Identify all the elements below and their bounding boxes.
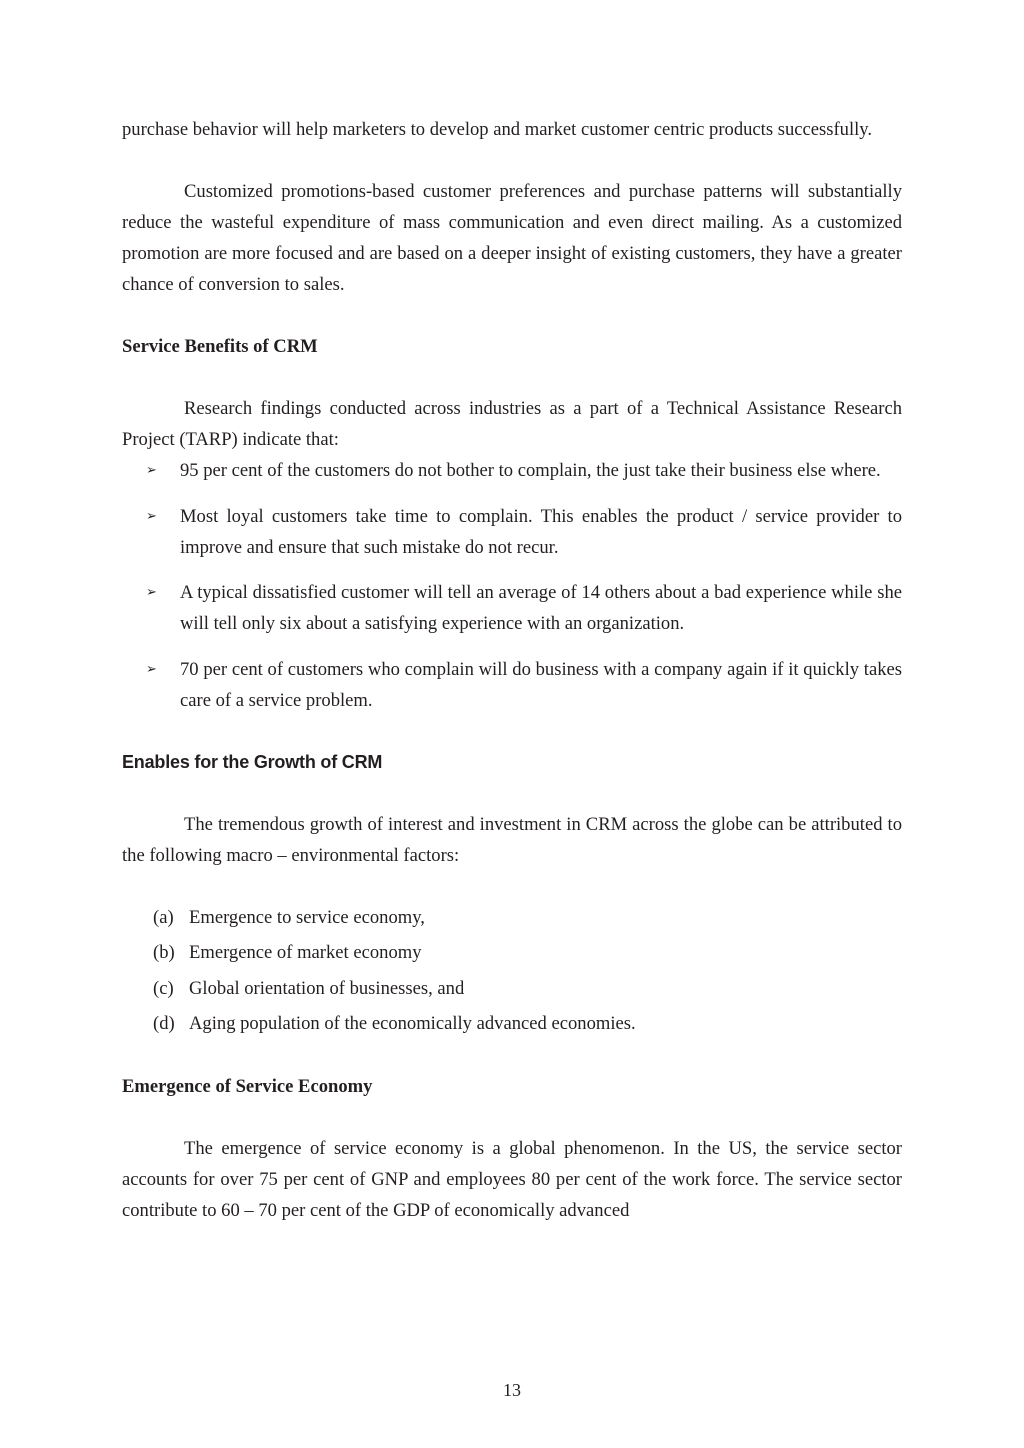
promotions-paragraph: Customized promotions-based customer preferences and purchase patterns will substantially reduce the wasteful expenditure of mass communication and even direct mailing. As a customized promotion are more focused and are based on a deeper insight of existing customers, they have a greater chance of conversion to sales. [122,181,902,295]
growth-paragraph: The tremendous growth of interest and investment in CRM across the globe can be attributed to the following macro – environmental factors: [122,813,902,866]
list-item-text: Most loyal customers take time to complain. This enables the product / service provider to improve and ensure that such mistake do not recur. [180,505,902,558]
arrow-bullet-icon: ➢ [146,661,157,677]
list-item-text: 95 per cent of the customers do not bother to complain, the just take their business else where. [180,460,881,481]
list-item [122,900,902,936]
list-item-text: A typical dissatisfied customer will tell an average of 14 others about a bad experience while she will tell only six about a satisfying experience with an organization. [180,582,902,634]
arrow-bullet-icon: ➢ [146,585,157,600]
growth-heading: Enables for the Growth of CRM [122,751,383,772]
list-marker: (d) [153,1013,175,1035]
intro-paragraph: purchase behavior will help marketers to develop and market customer centric products successfully. [122,119,873,140]
list-item [122,935,902,971]
list-item-text: Emergence of market economy [189,942,422,964]
list-item-text: Global orientation of businesses, and [189,977,465,999]
growth-factors-list [122,900,902,1042]
service-benefits-heading: Service Benefits of CRM [122,336,318,357]
list-marker: (c) [153,977,174,999]
list-item [122,501,902,563]
list-item [122,971,902,1007]
list-item-text: 70 per cent of customers who complain will do business with a company again if it quickly takes care of a service problem. [180,658,902,711]
list-item [122,577,902,639]
list-marker: (a) [153,906,174,928]
service-benefits-paragraph: Research findings conducted across industries as a part of a Technical Assistance Research Project (TARP) indicate that: [122,398,902,450]
arrow-bullet-icon: ➢ [146,508,157,524]
page-number: 13 [503,1380,521,1400]
list-item [122,455,902,486]
service-economy-paragraph: The emergence of service economy is a global phenomenon. In the US, the service sector accounts for over 75 per cent of GNP and employees 80 per cent of the work force. The service sector contribute to 60 – 70 per cent of the GDP of economically advanced [122,1137,902,1221]
list-marker: (b) [153,942,175,964]
list-item-text: Emergence to service economy, [189,906,425,928]
tarp-findings-list [122,455,902,716]
page-content [122,114,902,1226]
service-economy-heading: Emergence of Service Economy [122,1075,373,1097]
list-item [122,1006,902,1042]
list-item-text: Aging population of the economically advanced economies. [189,1013,636,1035]
arrow-bullet-icon: ➢ [146,463,157,478]
list-item [122,654,902,716]
